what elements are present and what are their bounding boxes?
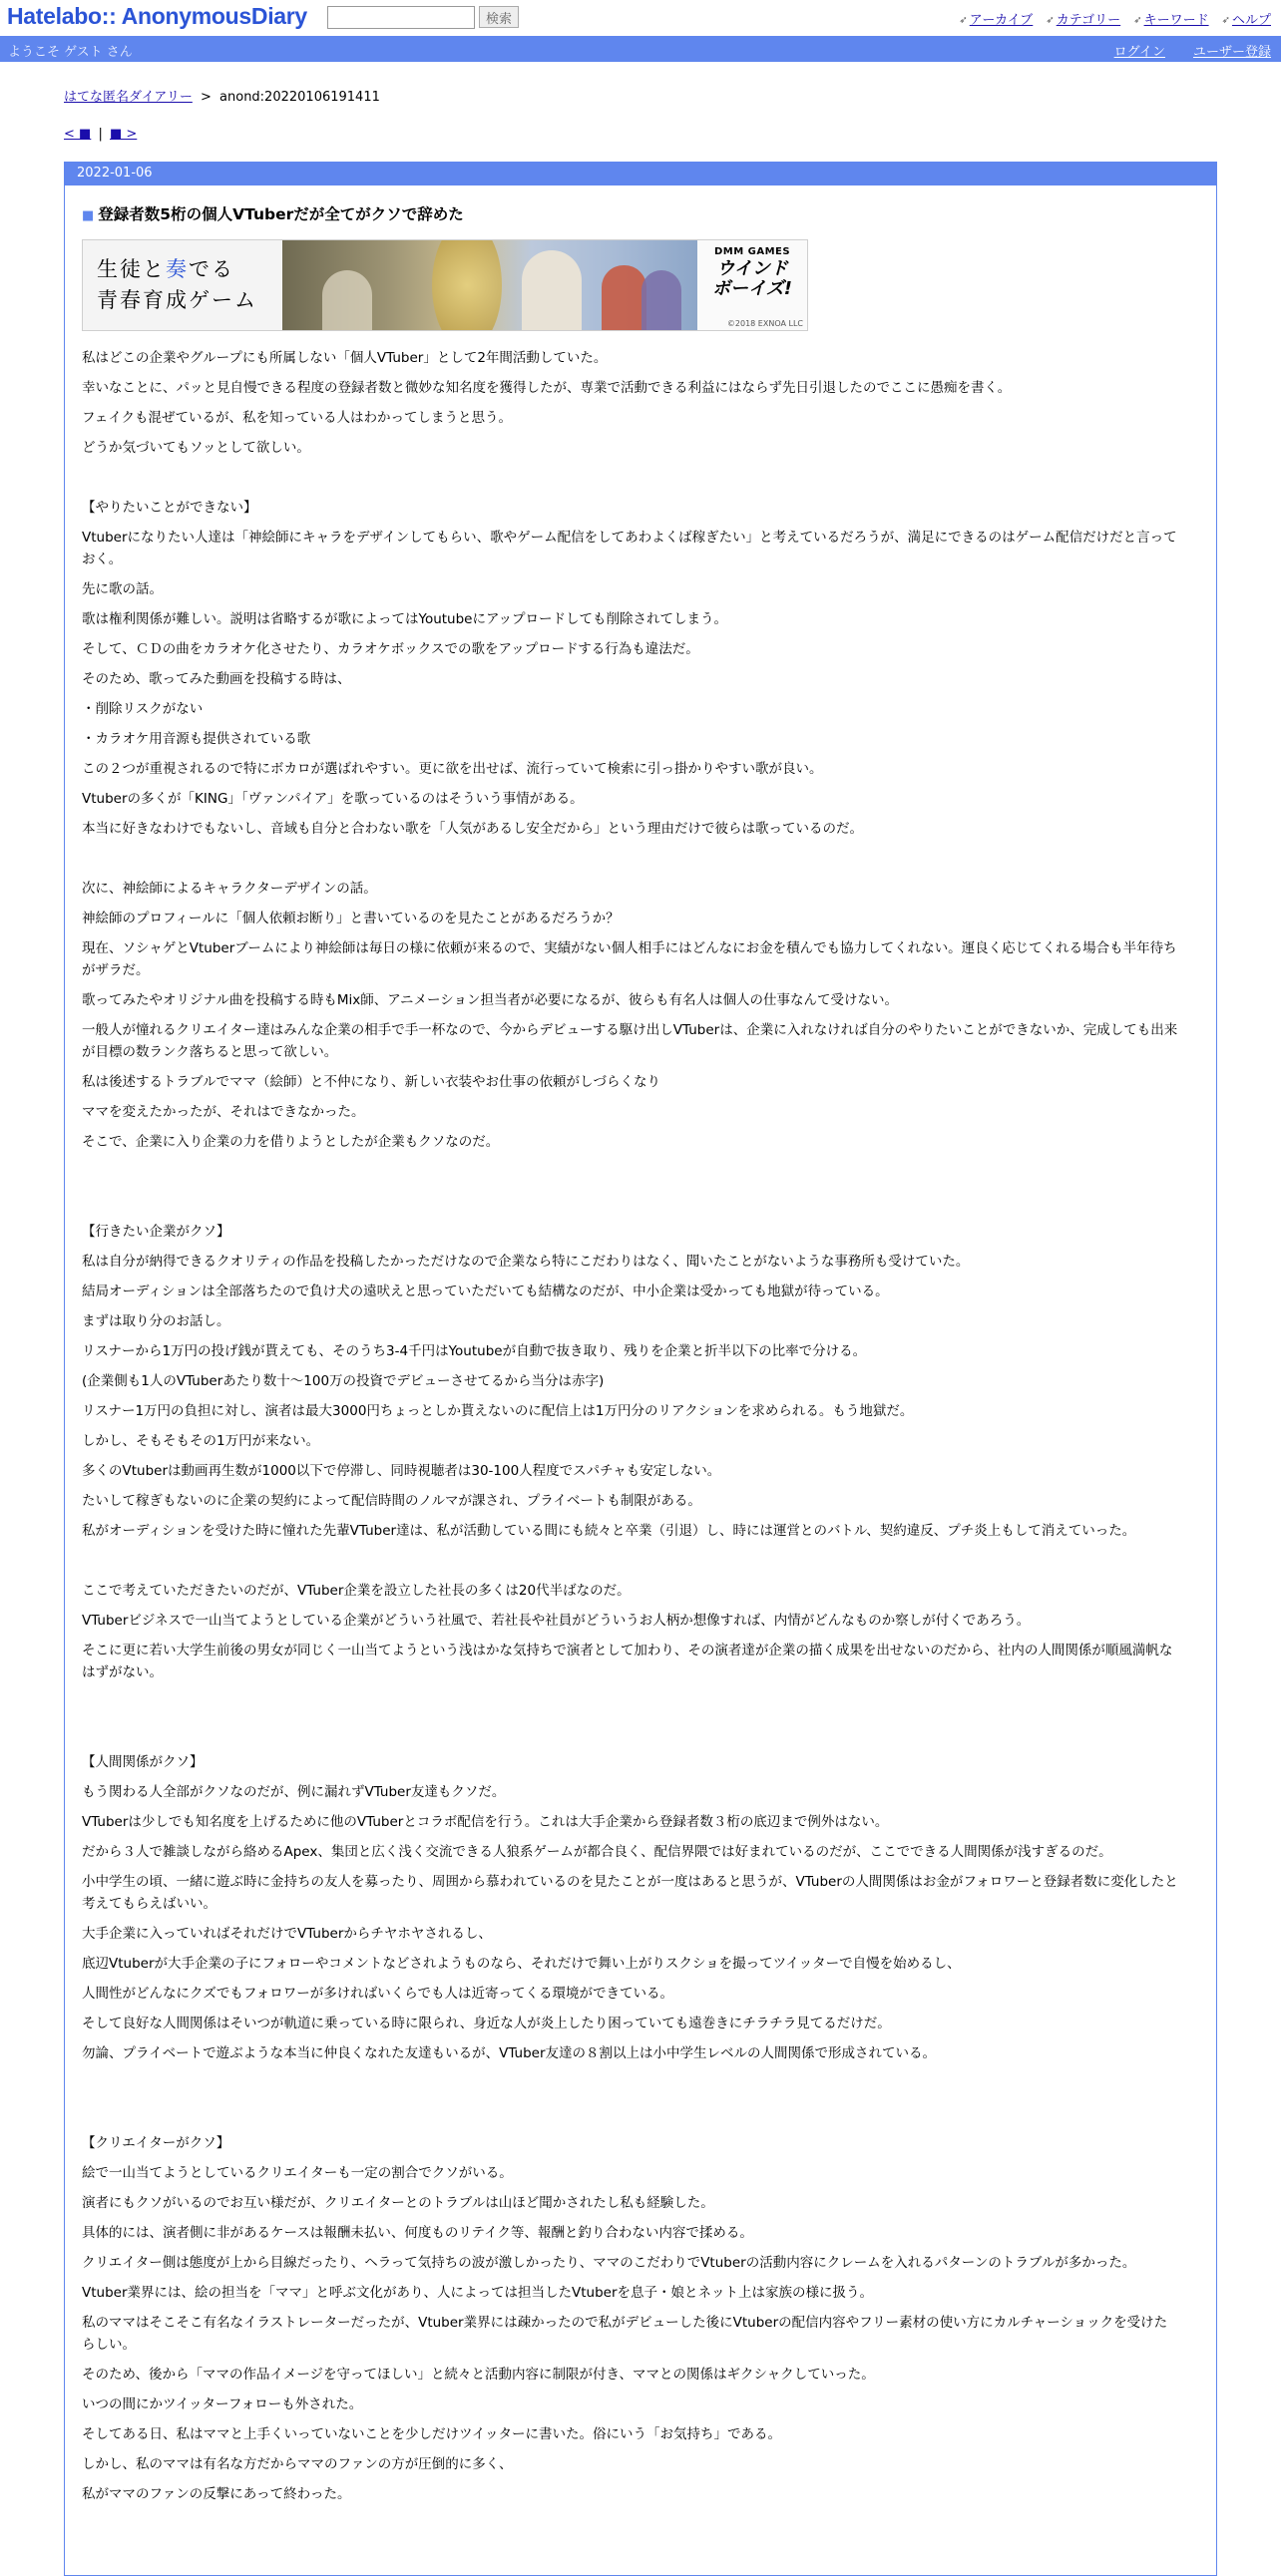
entry-paragraph: しかし、そもそもその1万円が来ない。: [82, 1433, 320, 1449]
entry-paragraph: まずは取り分のお話し。: [82, 1313, 230, 1329]
entry-paragraph: ・カラオケ用音源も提供されている歌: [82, 731, 311, 747]
site-header: [0, 0, 1281, 36]
banner-copyright: ©2018 EXNOA LLC: [726, 319, 803, 328]
entry-paragraph: [82, 1691, 1179, 1713]
entry-paragraph: そして良好な人間関係はそいつが軌道に乗っている時に限られ、身近な人が炎上したり困っていても遠巻きにチラチラ見てるだけだ。: [82, 2016, 891, 2031]
nav-item-category[interactable]: [1046, 9, 1120, 28]
banner-tagline-line2: 青春育成ゲーム: [97, 288, 257, 312]
breadcrumb-separator: >: [200, 90, 212, 105]
search-input[interactable]: [327, 6, 475, 29]
user-bar: [0, 36, 1281, 62]
entry-paragraph: フェイクも混ぜているが、私を知っている人はわかってしまうと思う。: [82, 410, 513, 426]
entry-paragraph: 小中学生の頃、一緒に遊ぶ時に金持ちの友人を募ったり、周囲から慕われているのを見たことが一度はあると思うが、VTuberの人間関係はお金がフォロワーと登録者数に変化したと考えてもらえばいい。: [82, 1874, 1178, 1912]
entry-paragraph: いつの間にかツイッターフォローも外された。: [82, 2396, 363, 2412]
banner-game-logo: [697, 240, 807, 330]
entry-paragraph: もう関わる人全部がクソなのだが、例に漏れずVTuber友達もクソだ。: [82, 1784, 506, 1800]
breadcrumb-home-link[interactable]: はてな匿名ダイアリー: [64, 90, 193, 105]
entry-paragraph: [82, 2102, 1179, 2124]
nav-link-category[interactable]: カテゴリー: [1056, 13, 1121, 28]
entry-paragraph: 底辺Vtuberが大手企業の子にフォローやコメントなどされようものなら、それだけで舞い上がりスクショを撮ってツイッターで自慢を始めるし、: [82, 1956, 961, 1972]
entry-paragraph: この２つが重視されるので特にボカロが選ばれやすい。更に欲を出せば、流行っていて検索に引っ掛かりやすい歌が良い。: [82, 761, 823, 777]
banner-illustration: [282, 240, 697, 330]
entry-paragraph: [82, 1191, 1179, 1213]
entry-paragraph: そして、ＣＤの曲をカラオケ化させたり、カラオケボックスでの歌をアップロードする行為も違法だ。: [82, 641, 699, 657]
entry-paragraph: そこに更に若い大学生前後の男女が同じく一山当てようという浅はかな気持ちで演者として加わり、その演者達が企業の描く成果を出せないのだから、社内の人間関係が順風満帆なはずがない。: [82, 1643, 1173, 1680]
site-logo[interactable]: Hatelabo:: AnonymousDiary: [7, 3, 307, 29]
ad-banner[interactable]: [82, 239, 808, 331]
pager-separator: |: [98, 127, 103, 142]
register-link[interactable]: ユーザー登録: [1192, 45, 1271, 60]
entry-paragraph: 大手企業に入っていればそれだけでVTuberからチヤホヤされるし、: [82, 1926, 492, 1942]
entry-paragraph: 私はどこの企業やグループにも所属しない「個人VTuber」として2年間活動していた。: [82, 350, 608, 366]
entry-paragraph: 演者にもクソがいるのでお互い様だが、クリエイターとのトラブルは山ほど聞かされたし私も経験した。: [82, 2195, 714, 2211]
entry-paragraph: 一般人が憧れるクリエイター達はみんな企業の相手で手一杯なので、今からデビューする駆け出しVTuberは、企業に入れなければ自分のやりたいことができないか、完成しても出来が目標の数ランク落ちると思って欲しい。: [82, 1022, 1178, 1060]
banner-tagline-highlight: 奏: [166, 257, 189, 281]
day-section: [64, 162, 1217, 2576]
entry-title: [82, 202, 1179, 224]
entry-paragraph: VTuberは少しでも知名度を上げるために他のVTuberとコラボ配信を行う。これは大手企業から登録者数３桁の底辺まで例外はない。: [82, 1814, 889, 1830]
nav-item-help[interactable]: [1222, 9, 1271, 28]
entry-paragraph: Vtuberになりたい人達は「神絵師にキャラをデザインしてもらい、歌やゲーム配信をしてあわよくば稼ぎたい」と考えているだろうが、満足にできるのはゲーム配信だけだと言っておく。: [82, 530, 1177, 567]
entry-paragraph: ここで考えていただきたいのだが、VTuber企業を設立した社長の多くは20代半ばなのだ。: [82, 1583, 631, 1599]
nav-link-archive[interactable]: アーカイブ: [969, 13, 1034, 28]
entry-paragraph: たいして稼ぎもないのに企業の契約によって配信時間のノルマが課され、プライベートも制限がある。: [82, 1493, 701, 1509]
account-links: [1114, 41, 1271, 60]
arrow-icon: ➶: [1133, 15, 1142, 26]
entry-paragraph: そのため、後から「ママの作品イメージを守ってほしい」と続々と活動内容に制限が付き、ママとの関係はギクシャクしていった。: [82, 2367, 875, 2383]
day-date: 2022-01-06: [65, 162, 1216, 185]
entry-paragraph: 先に歌の話。: [82, 581, 163, 597]
entry-paragraph: 私は自分が納得できるクオリティの作品を投稿したかっただけなので企業なら特にこだわりはなく、聞いたことがないような事務所も受けていた。: [82, 1254, 970, 1270]
nav-item-archive[interactable]: [959, 9, 1033, 28]
entry-paragraph: ママを変えたかったが、それはできなかった。: [82, 1104, 365, 1120]
entry-paragraph: [82, 1161, 1179, 1183]
entry-paragraph: 私がオーディションを受けた時に憧れた先輩VTuber達は、私が活動している間にも続々と卒業（引退）し、時には運営とのバトル、契約違反、プチ炎上もして消えていった。: [82, 1523, 1136, 1539]
entry-paragraph: 具体的には、演者側に非があるケースは報酬未払い、何度ものリテイク等、報酬と釣り合わない内容で揉める。: [82, 2225, 753, 2241]
entry-paragraph: しかし、私のママは有名な方だからママのファンの方が圧倒的に多く、: [82, 2456, 513, 2472]
top-nav: [959, 9, 1271, 28]
entry-paragraph: ・削除リスクがない: [82, 701, 204, 717]
entry-paragraph: 次に、神絵師によるキャラクターデザインの話。: [82, 881, 377, 897]
entry-paragraph: だから３人で雑談しながら絡めるApex、集団と広く浅く交流できる人狼系ゲームが都合良く、配信界隈では好まれているのだが、ここでできる人間関係が浅すぎるのだ。: [82, 1844, 1112, 1860]
entry-paragraph: どうか気づいてもソッとして欲しい。: [82, 440, 310, 456]
entry-paragraph: 【人間関係がクソ】: [82, 1754, 204, 1770]
entry-paragraph: (企業側も1人のVTuberあたり数十～100万の投資でデビューさせてるから当分は赤字): [82, 1373, 605, 1389]
entry-paragraph: Vtuber業界には、絵の担当を「ママ」と呼ぶ文化があり、人によっては担当したVtuberを息子・娘とネット上は家族の様に扱う。: [82, 2285, 874, 2301]
entry-paragraph: リスナーから1万円の投げ銭が貰えても、そのうち3-4千円はYoutubeが自動で抜き取り、残りを企業と折半以下の比率で分ける。: [82, 1343, 867, 1359]
entry-paragraph: 絵で一山当てようとしているクリエイターも一定の割合でクソがいる。: [82, 2165, 513, 2181]
entry-body: [82, 347, 1179, 2505]
entry-paragraph: 幸いなことに、パッと見自慢できる程度の登録者数と微妙な知名度を獲得したが、専業で活動できる利益にはならず先日引退したのでここに愚痴を書く。: [82, 380, 1012, 396]
entry-paragraph: 人間性がどんなにクズでもフォロワーが多ければいくらでも人は近寄ってくる環境ができている。: [82, 1986, 674, 2002]
entry-paragraph: [82, 1550, 1179, 1572]
entry-paragraph: 歌ってみたやオリジナル曲を投稿する時もMix師、アニメーション担当者が必要になるが、彼らも有名人は個人の仕事なんて受けない。: [82, 992, 898, 1008]
entry-paragraph: 私は後述するトラブルでママ（絵師）と不仲になり、新しい衣装やお仕事の依頼がしづらくなり: [82, 1074, 660, 1090]
entry-paragraph: VTuberビジネスで一山当てようとしている企業がどういう社風で、若社長や社員がどういうお人柄か想像すれば、内情がどんなものか察しが付くであろう。: [82, 1613, 1031, 1629]
login-link[interactable]: ログイン: [1113, 45, 1165, 60]
entry-paragraph: そしてある日、私はママと上手くいっていないことを少しだけツイッターに書いた。俗にいう「お気持ち」である。: [82, 2426, 782, 2442]
entry-permalink-mark[interactable]: ■: [82, 208, 95, 223]
entry-paragraph: 本当に好きなわけでもないし、音域も自分と合わない歌を「人気があるし安全だから」という理由だけで彼らは歌っているのだ。: [82, 821, 863, 837]
banner-tagline: [83, 240, 282, 330]
breadcrumb-current: anond:20220106191411: [219, 90, 380, 105]
entry-paragraph: クリエイター側は態度が上から目線だったり、ヘラって気持ちの波が激しかったり、ママのこだわりでVtuberの活動内容にクレームを入れるパターンのトラブルが多かった。: [82, 2255, 1136, 2271]
entry-paragraph: そのため、歌ってみた動画を投稿する時は、: [82, 671, 351, 687]
entry-paragraph: 勿論、プライベートで遊ぶような本当に仲良くなれた友達もいるが、VTuber友達の８割以上は小中学生レベルの人間関係で形成されている。: [82, 2045, 937, 2061]
nav-link-help[interactable]: ヘルプ: [1231, 13, 1271, 28]
next-entry-link[interactable]: ■ >: [109, 127, 138, 142]
nav-link-keyword[interactable]: キーワード: [1143, 13, 1209, 28]
search-button[interactable]: 検索: [479, 6, 519, 28]
entry-paragraph: 【クリエイターがクソ】: [82, 2135, 230, 2151]
welcome-text: ようこそ ゲスト さん: [8, 45, 133, 60]
breadcrumb: [64, 86, 380, 105]
entry-paragraph: [82, 467, 1179, 489]
entry-paragraph: [82, 1721, 1179, 1743]
entry-paragraph: そこで、企業に入り企業の力を借りようとしたが企業もクソなのだ。: [82, 1134, 500, 1150]
entry-paragraph: 現在、ソシャゲとVtuberブームにより神絵師は毎日の様に依頼が来るので、実績がない個人相手にはどんなにお金を積んでも協力してくれない。運良く応じてくれる場合も半年待ちがザラだ。: [82, 940, 1177, 978]
arrow-icon: ➶: [959, 15, 968, 26]
entry-title-text: 登録者数5桁の個人VTuberだが全てがクソで辞めた: [98, 205, 464, 223]
entry-paragraph: 歌は権利関係が難しい。説明は省略するが歌によってはYoutubeにアップロードしても削除されてしまう。: [82, 611, 728, 627]
entry-paragraph: 多くのVtuberは動画再生数が1000以下で停滞し、同時視聴者は30-100人程度でスパチャも安定しない。: [82, 1463, 721, 1479]
entry-paragraph: 神絵師のプロフィールに「個人依頼お断り」と書いているのを見たことがあるだろうか？: [82, 911, 620, 926]
entry-paragraph: 結局オーディションは全部落ちたので負け犬の遠吠えと思っていただいても結構なのだが、中小企業は受かっても地獄が待っている。: [82, 1284, 889, 1299]
banner-tagline-part: 生徒と: [97, 257, 166, 281]
arrow-icon: ➶: [1046, 15, 1055, 26]
banner-tagline-part: でる: [189, 257, 234, 281]
entry-paragraph: Vtuberの多くが「KING」「ヴァンパイア」を歌っているのはそういう事情がある。: [82, 791, 584, 807]
entry: [82, 202, 1179, 2513]
entry-paragraph: 【行きたい企業がクソ】: [82, 1224, 230, 1240]
arrow-icon: ➶: [1221, 15, 1230, 26]
entry-paragraph: 【やりたいことができない】: [82, 500, 257, 516]
banner-game-title: ウインド ボーイズ!: [711, 258, 793, 299]
entry-paragraph: 私のママはそこそこ有名なイラストレーターだったが、Vtuber業界には疎かったので私がデビューした後にVtuberの配信内容やフリー素材の使い方にカルチャーショックを受けたらしい。: [82, 2315, 1168, 2353]
banner-brand: DMM GAMES: [713, 246, 791, 257]
nav-item-keyword[interactable]: [1133, 9, 1208, 28]
entry-paragraph: 私がママのファンの反撃にあって終わった。: [82, 2486, 351, 2502]
entry-paragraph: リスナー1万円の負担に対し、演者は最大3000円ちょっとしか貰えないのに配信上は1万円分のリアクションを求められる。もう地獄だ。: [82, 1403, 914, 1419]
entry-paragraph: [82, 848, 1179, 870]
entry-paragraph: [82, 2072, 1179, 2094]
prev-entry-link[interactable]: < ■: [64, 127, 92, 142]
pager: [64, 127, 137, 142]
